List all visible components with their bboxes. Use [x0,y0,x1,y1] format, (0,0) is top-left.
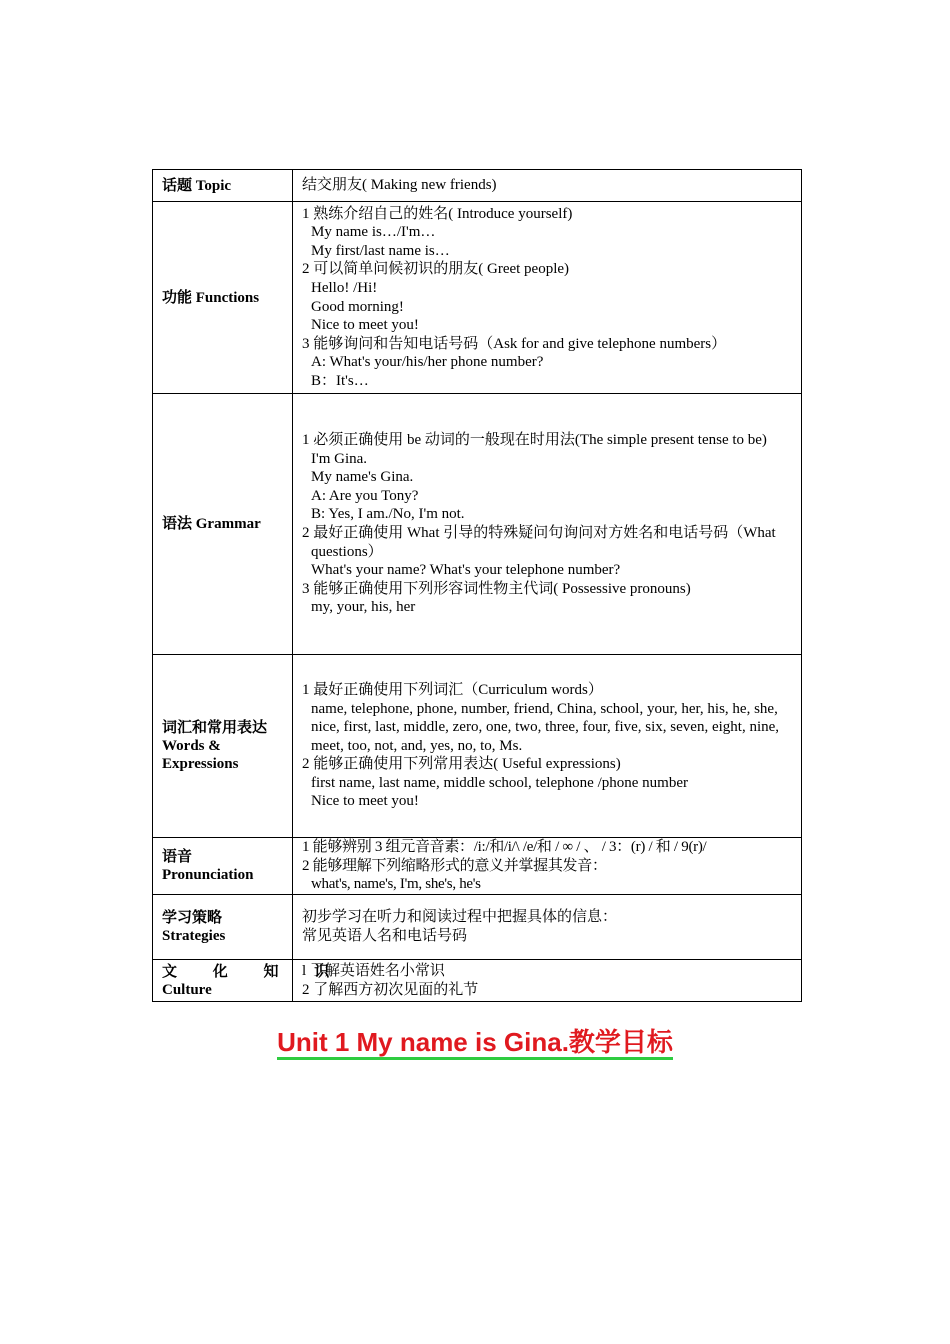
label-strategies-text: Strategies [162,928,226,944]
functions-line: 1 熟练介绍自己的姓名( Introduce yourself) [302,205,573,222]
grammar-line: A: Are you Tony? [311,487,419,504]
functions-line: B：It's… [311,372,369,389]
grammar-line: 2 最好正确使用 What 引导的特殊疑问句询问对方姓名和电话号码（What questions） [302,525,776,560]
row-pronunciation [153,838,802,895]
words-line: first name, last name, middle school, telephone /phone number [311,774,688,791]
pronunciation-line: 2 能够理解下列缩略形式的意义并掌握其发音： [302,857,607,874]
functions-line: My first/last name is… [311,242,450,259]
label-pronunciation-text: Pronunciation [162,867,254,883]
label-functions-text: 功能 Functions [162,289,260,306]
label-pronunciation-text: 语音 [162,849,193,865]
functions-line: Good morning! [311,298,404,315]
content-pronunciation [293,838,802,895]
label-culture-text: Culture [162,981,212,998]
grammar-line: B: Yes, I am./No, I'm not. [311,506,465,523]
row-strategies [153,895,802,960]
label-pronunciation [153,838,293,895]
label-words [153,655,293,838]
grammar-line: My name's Gina. [311,469,414,486]
culture-line: l 了解英语姓名小常识 [302,962,445,979]
label-culture-text: 文 化 知 识 [162,963,346,980]
content-culture [293,960,802,1002]
grammar-line: What's your name? What's your telephone number? [311,562,621,579]
functions-line: 2 可以简单问候初识的朋友( Greet people) [302,261,570,278]
label-functions [153,202,293,394]
content-grammar [293,394,802,655]
label-topic [153,170,293,202]
row-culture [153,960,802,1002]
label-topic-text: 话题 Topic [162,177,232,194]
functions-line: Hello! /Hi! [311,279,378,296]
functions-line: 3 能够询问和告知电话号码（Ask for and give telephone numbers） [302,335,727,352]
label-strategies [153,895,293,960]
functions-line: A: What's your/his/her phone number? [311,354,544,371]
grammar-line: I'm Gina. [311,450,368,467]
culture-line: 2 了解西方初次见面的礼节 [302,981,479,998]
content-words [293,655,802,838]
label-words-text: Words & [162,738,221,754]
words-line: name, telephone, phone, number, friend, China, school, your, her, his, he, she, nice, first, last, middle, zero, one, two, three, four, five, six, seven, eight, nine, meet, too, not, and, yes, no, to, Ms. [311,700,780,754]
strategies-line: 初步学习在听力和阅读过程中把握具体的信息： [302,909,618,926]
content-strategies [293,895,802,960]
label-words-text: 词汇和常用表达 [162,720,268,736]
row-words [153,655,802,838]
row-grammar [153,394,802,655]
functions-line: My name is…/I'm… [311,224,436,241]
row-topic [153,170,802,202]
label-grammar [153,394,293,655]
topic-text: 结交朋友( Making new friends) [302,177,497,194]
functions-line: Nice to meet you! [311,317,419,334]
content-functions [293,202,802,394]
document-title-text: Unit 1 My name is Gina.教学目标 [277,1027,673,1060]
grammar-line: my, your, his, her [311,599,416,616]
strategies-line: 常见英语人名和电话号码 [302,928,468,944]
words-line: 1 最好正确使用下列词汇（Curriculum words） [302,681,603,698]
grammar-line: 1 必须正确使用 be 动词的一般现在时用法(The simple present tense to be) [302,432,767,449]
words-line: Nice to meet you! [311,793,419,810]
label-strategies-text: 学习策略 [162,910,223,926]
pronunciation-line: what's, name's, I'm, she's, he's [311,876,481,893]
row-functions [153,202,802,394]
label-culture [153,960,346,1002]
grammar-line: 3 能够正确使用下列形容词性物主代词( Possessive pronouns) [302,580,691,597]
content-topic [293,170,802,202]
pronunciation-line: 1 能够辨别 3 组元音音素：/i:/和/i/\ /e/和 / ∞ / 、 / 3：(r) / 和 / 9(r)/ [302,839,707,856]
label-words-text: Expressions [162,756,239,772]
label-grammar-text: 语法 Grammar [162,516,261,532]
objectives-table [152,169,802,1002]
document-title [0,1027,950,1057]
words-line: 2 能够正确使用下列常用表达( Useful expressions) [302,756,621,773]
